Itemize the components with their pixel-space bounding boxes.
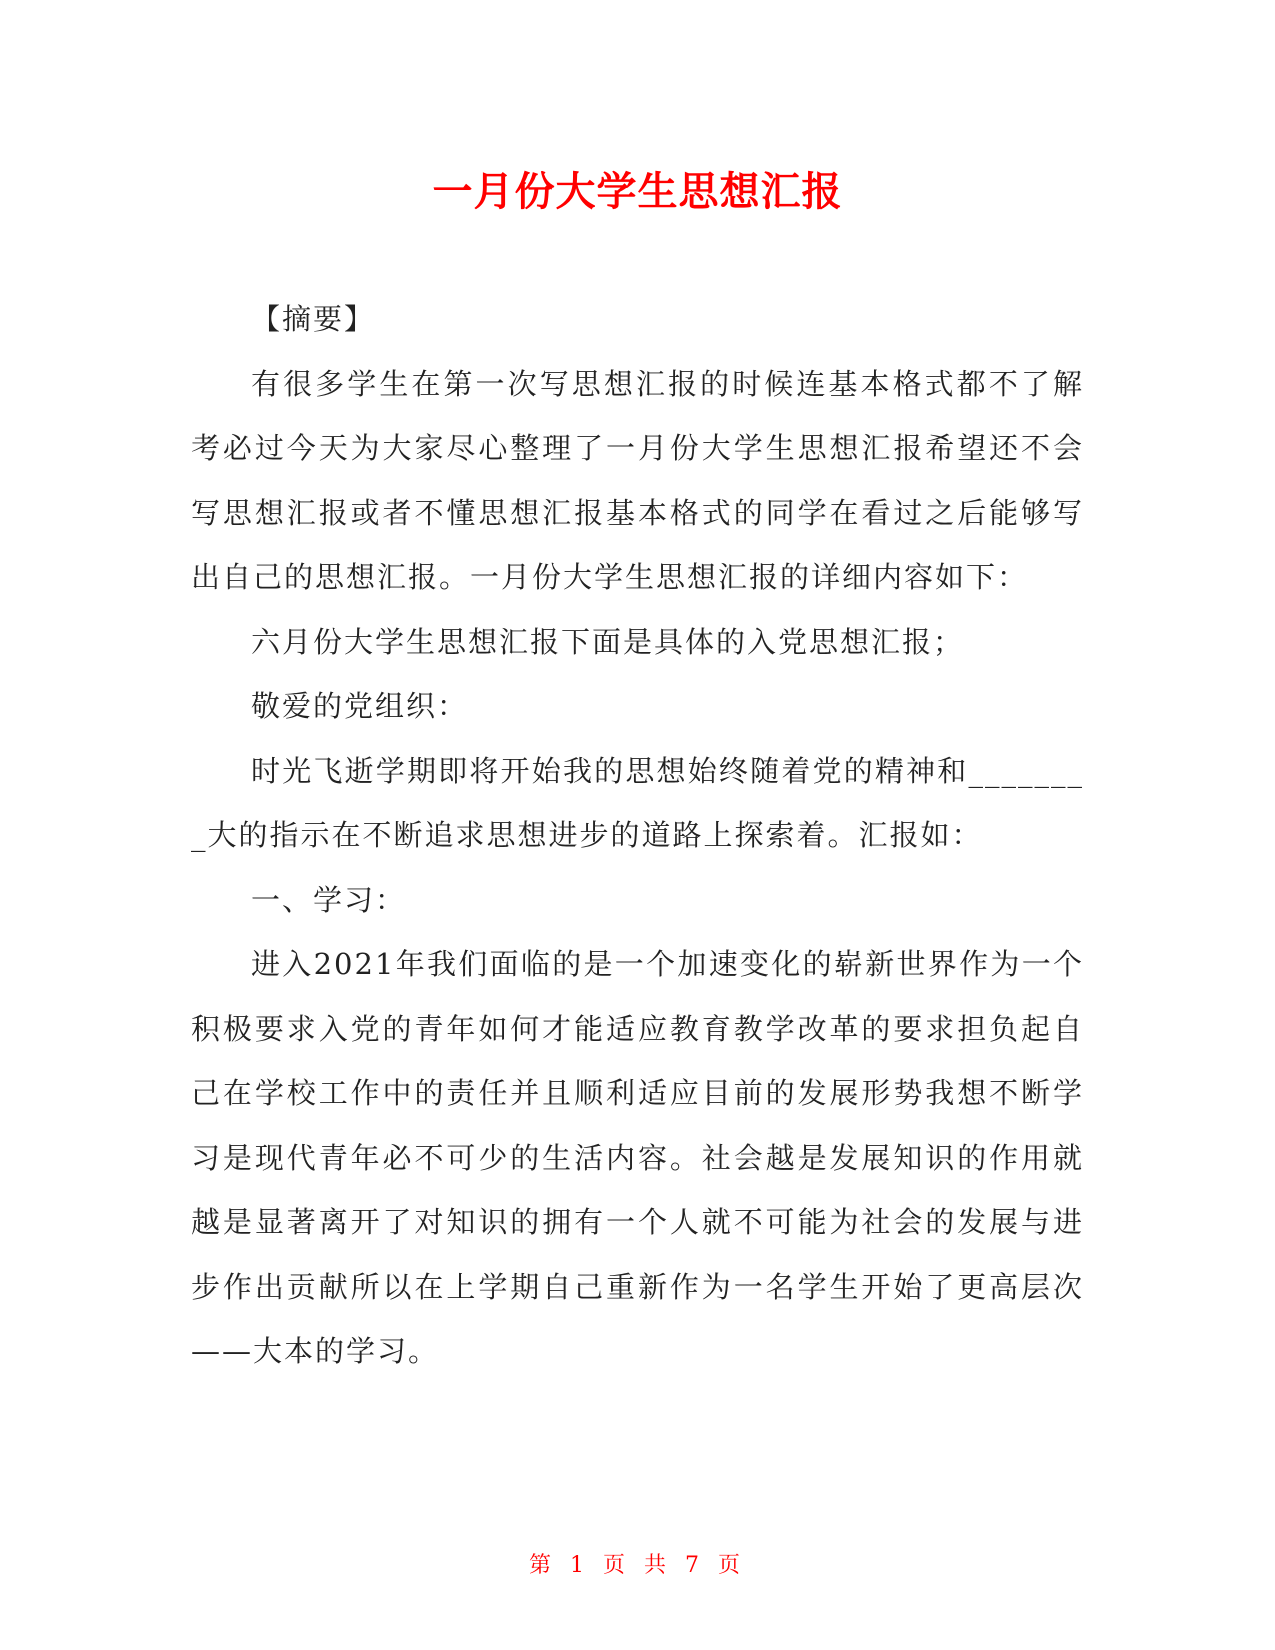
paragraph-opening: 时光飞逝学期即将开始我的思想始终随着党的精神和________大的指示在不断追求思想进步的道路上探索着。汇报如： [191,753,1084,852]
page-number-footer: 第 1 页 共 7 页 [529,1553,746,1578]
paragraph-intro: 有很多学生在第一次写思想汇报的时候连基本格式都不了解考必过今天为大家尽心整理了一月份大学生思想汇报希望还不会写思想汇报或者不懂思想汇报基本格式的同学在看过之后能够写出自己的思想汇报。一月份大学生思想汇报的详细内容如下： [191,366,1084,594]
salutation: 敬爱的党组织： [251,689,469,723]
abstract-heading: 【摘要】 [251,302,376,336]
document-body [191,287,1084,1384]
paragraph-subtitle: 六月份大学生思想汇报下面是具体的入党思想汇报； [251,624,965,659]
paragraph-study: 进入2021年我们面临的是一个加速变化的崭新世界作为一个积极要求入党的青年如何才能适应教育教学改革的要求担负起自己在学校工作中的责任并且顺利适应目前的发展形势我想不断学习是现代青年必不可少的生活内容。社会越是发展知识的作用就越是显著离开了对知识的拥有一个人就不可能为社会的发展与进步作出贡献所以在上学期自己重新作为一名学生开始了更高层次——大本的学习。 [191,947,1084,1368]
section-heading-study: 一、学习： [251,882,407,917]
document-title: 一月份大学生思想汇报 [432,169,843,215]
